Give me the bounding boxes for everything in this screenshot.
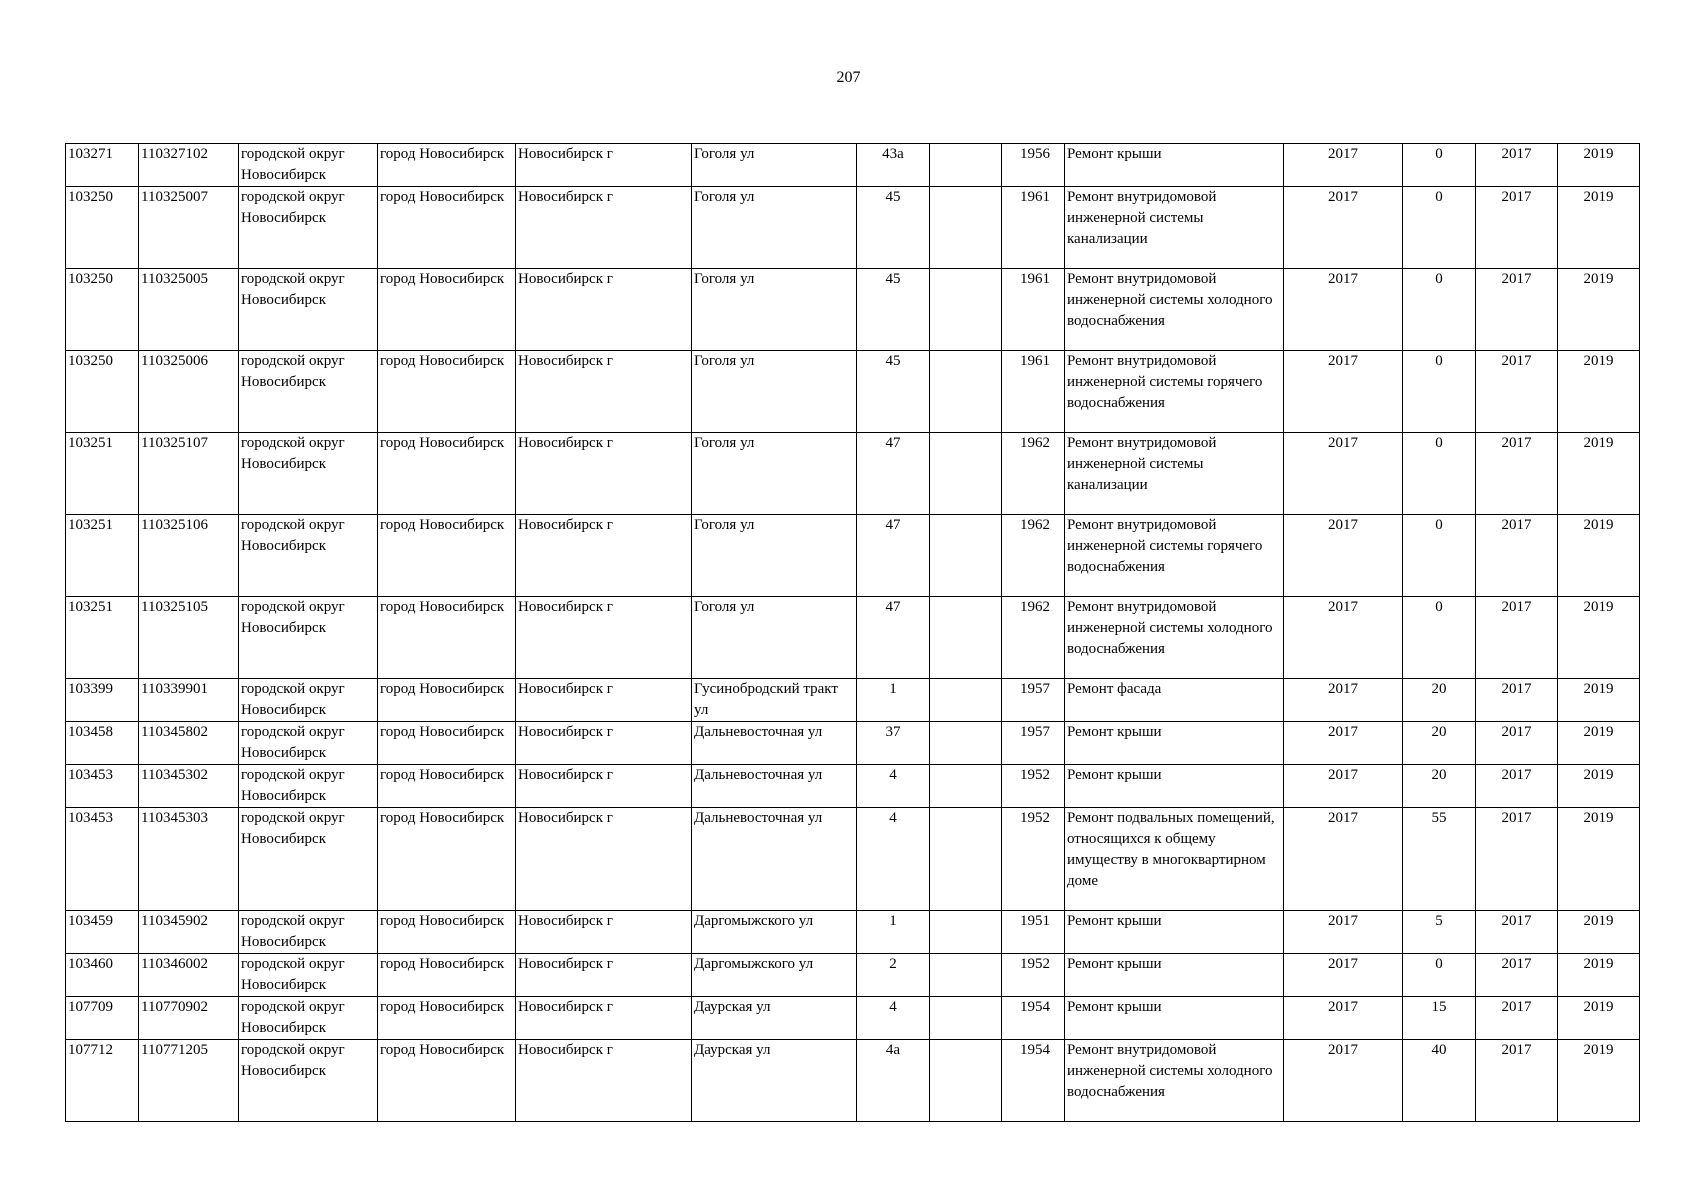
cell-building bbox=[930, 765, 1002, 808]
cell-street: Даурская ул bbox=[692, 997, 857, 1040]
cell-start-year: 2017 bbox=[1476, 515, 1558, 597]
cell-start-year: 2017 bbox=[1476, 954, 1558, 997]
cell-work-type: Ремонт внутридомовой инженерной системы холодного водоснабжения bbox=[1065, 269, 1284, 351]
cell-year-built: 1962 bbox=[1002, 433, 1065, 515]
cell-wear-percent: 55 bbox=[1403, 808, 1476, 911]
cell-building bbox=[930, 597, 1002, 679]
cell-object-id: 107709 bbox=[66, 997, 139, 1040]
cell-wear-percent: 15 bbox=[1403, 997, 1476, 1040]
cell-work-id: 110345802 bbox=[139, 722, 239, 765]
cell-street: Гоголя ул bbox=[692, 187, 857, 269]
cell-start-year: 2017 bbox=[1476, 433, 1558, 515]
cell-municipal-district: городской округ Новосибирск bbox=[239, 808, 378, 911]
cell-municipal-district: городской округ Новосибирск bbox=[239, 954, 378, 997]
cell-locality: Новосибирск г bbox=[516, 269, 692, 351]
cell-plan-year: 2017 bbox=[1284, 433, 1403, 515]
cell-settlement: город Новосибирск bbox=[378, 765, 516, 808]
cell-locality: Новосибирск г bbox=[516, 954, 692, 997]
cell-wear-percent: 20 bbox=[1403, 765, 1476, 808]
cell-settlement: город Новосибирск bbox=[378, 679, 516, 722]
table-row bbox=[66, 597, 1640, 679]
cell-house-number: 4 bbox=[857, 997, 930, 1040]
cell-locality: Новосибирск г bbox=[516, 679, 692, 722]
cell-wear-percent: 40 bbox=[1403, 1040, 1476, 1122]
cell-end-year: 2019 bbox=[1558, 187, 1640, 269]
cell-plan-year: 2017 bbox=[1284, 351, 1403, 433]
cell-building bbox=[930, 433, 1002, 515]
cell-house-number: 45 bbox=[857, 269, 930, 351]
table-row bbox=[66, 722, 1640, 765]
cell-start-year: 2017 bbox=[1476, 911, 1558, 954]
cell-wear-percent: 20 bbox=[1403, 722, 1476, 765]
cell-work-type: Ремонт внутридомовой инженерной системы горячего водоснабжения bbox=[1065, 351, 1284, 433]
cell-building bbox=[930, 954, 1002, 997]
cell-end-year: 2019 bbox=[1558, 351, 1640, 433]
table-body bbox=[66, 144, 1640, 1122]
cell-building bbox=[930, 1040, 1002, 1122]
cell-object-id: 103399 bbox=[66, 679, 139, 722]
cell-plan-year: 2017 bbox=[1284, 1040, 1403, 1122]
cell-end-year: 2019 bbox=[1558, 997, 1640, 1040]
cell-municipal-district: городской округ Новосибирск bbox=[239, 722, 378, 765]
cell-wear-percent: 0 bbox=[1403, 144, 1476, 187]
cell-settlement: город Новосибирск bbox=[378, 515, 516, 597]
cell-year-built: 1952 bbox=[1002, 954, 1065, 997]
cell-year-built: 1961 bbox=[1002, 187, 1065, 269]
cell-building bbox=[930, 144, 1002, 187]
cell-plan-year: 2017 bbox=[1284, 808, 1403, 911]
cell-building bbox=[930, 351, 1002, 433]
cell-municipal-district: городской округ Новосибирск bbox=[239, 597, 378, 679]
cell-wear-percent: 20 bbox=[1403, 679, 1476, 722]
cell-locality: Новосибирск г bbox=[516, 722, 692, 765]
cell-municipal-district: городской округ Новосибирск bbox=[239, 433, 378, 515]
cell-house-number: 47 bbox=[857, 597, 930, 679]
cell-end-year: 2019 bbox=[1558, 433, 1640, 515]
cell-start-year: 2017 bbox=[1476, 269, 1558, 351]
cell-locality: Новосибирск г bbox=[516, 911, 692, 954]
cell-house-number: 43а bbox=[857, 144, 930, 187]
cell-start-year: 2017 bbox=[1476, 187, 1558, 269]
cell-object-id: 103251 bbox=[66, 597, 139, 679]
cell-municipal-district: городской округ Новосибирск bbox=[239, 351, 378, 433]
cell-end-year: 2019 bbox=[1558, 144, 1640, 187]
cell-wear-percent: 0 bbox=[1403, 269, 1476, 351]
cell-municipal-district: городской округ Новосибирск bbox=[239, 515, 378, 597]
cell-wear-percent: 0 bbox=[1403, 597, 1476, 679]
cell-start-year: 2017 bbox=[1476, 997, 1558, 1040]
table-row bbox=[66, 515, 1640, 597]
cell-year-built: 1954 bbox=[1002, 1040, 1065, 1122]
cell-wear-percent: 0 bbox=[1403, 187, 1476, 269]
cell-municipal-district: городской округ Новосибирск bbox=[239, 144, 378, 187]
cell-plan-year: 2017 bbox=[1284, 722, 1403, 765]
cell-street: Даурская ул bbox=[692, 1040, 857, 1122]
table-row bbox=[66, 954, 1640, 997]
cell-wear-percent: 0 bbox=[1403, 954, 1476, 997]
cell-locality: Новосибирск г bbox=[516, 433, 692, 515]
table-row bbox=[66, 187, 1640, 269]
cell-locality: Новосибирск г bbox=[516, 765, 692, 808]
cell-work-id: 110345302 bbox=[139, 765, 239, 808]
cell-house-number: 37 bbox=[857, 722, 930, 765]
cell-year-built: 1957 bbox=[1002, 679, 1065, 722]
cell-house-number: 47 bbox=[857, 515, 930, 597]
cell-work-type: Ремонт крыши bbox=[1065, 765, 1284, 808]
cell-plan-year: 2017 bbox=[1284, 911, 1403, 954]
cell-street: Гоголя ул bbox=[692, 269, 857, 351]
cell-work-type: Ремонт внутридомовой инженерной системы канализации bbox=[1065, 433, 1284, 515]
cell-wear-percent: 5 bbox=[1403, 911, 1476, 954]
cell-object-id: 103271 bbox=[66, 144, 139, 187]
cell-work-type: Ремонт внутридомовой инженерной системы горячего водоснабжения bbox=[1065, 515, 1284, 597]
cell-end-year: 2019 bbox=[1558, 515, 1640, 597]
cell-locality: Новосибирск г bbox=[516, 144, 692, 187]
cell-locality: Новосибирск г bbox=[516, 1040, 692, 1122]
cell-work-type: Ремонт внутридомовой инженерной системы холодного водоснабжения bbox=[1065, 1040, 1284, 1122]
cell-end-year: 2019 bbox=[1558, 722, 1640, 765]
cell-building bbox=[930, 269, 1002, 351]
cell-municipal-district: городской округ Новосибирск bbox=[239, 187, 378, 269]
cell-building bbox=[930, 997, 1002, 1040]
cell-locality: Новосибирск г bbox=[516, 997, 692, 1040]
cell-work-id: 110345303 bbox=[139, 808, 239, 911]
cell-plan-year: 2017 bbox=[1284, 765, 1403, 808]
table-row bbox=[66, 997, 1640, 1040]
cell-year-built: 1961 bbox=[1002, 351, 1065, 433]
cell-work-id: 110325106 bbox=[139, 515, 239, 597]
cell-start-year: 2017 bbox=[1476, 144, 1558, 187]
cell-work-id: 110325006 bbox=[139, 351, 239, 433]
cell-object-id: 107712 bbox=[66, 1040, 139, 1122]
cell-end-year: 2019 bbox=[1558, 269, 1640, 351]
cell-street: Дальневосточная ул bbox=[692, 765, 857, 808]
cell-building bbox=[930, 187, 1002, 269]
cell-building bbox=[930, 722, 1002, 765]
cell-year-built: 1961 bbox=[1002, 269, 1065, 351]
cell-work-type: Ремонт крыши bbox=[1065, 997, 1284, 1040]
cell-street: Даргомыжского ул bbox=[692, 911, 857, 954]
cell-work-id: 110325005 bbox=[139, 269, 239, 351]
table-row bbox=[66, 269, 1640, 351]
cell-house-number: 2 bbox=[857, 954, 930, 997]
table-row bbox=[66, 765, 1640, 808]
cell-house-number: 4а bbox=[857, 1040, 930, 1122]
cell-end-year: 2019 bbox=[1558, 597, 1640, 679]
cell-building bbox=[930, 911, 1002, 954]
table-row bbox=[66, 808, 1640, 911]
cell-year-built: 1951 bbox=[1002, 911, 1065, 954]
cell-work-type: Ремонт внутридомовой инженерной системы канализации bbox=[1065, 187, 1284, 269]
cell-street: Дальневосточная ул bbox=[692, 722, 857, 765]
page-number: 207 bbox=[836, 69, 861, 86]
cell-municipal-district: городской округ Новосибирск bbox=[239, 1040, 378, 1122]
cell-work-id: 110770902 bbox=[139, 997, 239, 1040]
cell-street: Дальневосточная ул bbox=[692, 808, 857, 911]
cell-end-year: 2019 bbox=[1558, 954, 1640, 997]
cell-locality: Новосибирск г bbox=[516, 597, 692, 679]
cell-house-number: 4 bbox=[857, 765, 930, 808]
cell-year-built: 1962 bbox=[1002, 597, 1065, 679]
cell-work-id: 110345902 bbox=[139, 911, 239, 954]
cell-municipal-district: городской округ Новосибирск bbox=[239, 911, 378, 954]
cell-end-year: 2019 bbox=[1558, 1040, 1640, 1122]
cell-plan-year: 2017 bbox=[1284, 997, 1403, 1040]
cell-municipal-district: городской округ Новосибирск bbox=[239, 679, 378, 722]
cell-work-id: 110327102 bbox=[139, 144, 239, 187]
cell-building bbox=[930, 808, 1002, 911]
cell-start-year: 2017 bbox=[1476, 1040, 1558, 1122]
cell-house-number: 45 bbox=[857, 187, 930, 269]
cell-settlement: город Новосибирск bbox=[378, 954, 516, 997]
cell-year-built: 1952 bbox=[1002, 808, 1065, 911]
cell-street: Гоголя ул bbox=[692, 515, 857, 597]
cell-street: Гоголя ул bbox=[692, 351, 857, 433]
cell-year-built: 1952 bbox=[1002, 765, 1065, 808]
cell-object-id: 103251 bbox=[66, 433, 139, 515]
cell-wear-percent: 0 bbox=[1403, 433, 1476, 515]
cell-street: Гоголя ул bbox=[692, 597, 857, 679]
cell-work-type: Ремонт фасада bbox=[1065, 679, 1284, 722]
cell-object-id: 103453 bbox=[66, 765, 139, 808]
table-row bbox=[66, 1040, 1640, 1122]
cell-settlement: город Новосибирск bbox=[378, 597, 516, 679]
cell-end-year: 2019 bbox=[1558, 765, 1640, 808]
cell-settlement: город Новосибирск bbox=[378, 722, 516, 765]
cell-start-year: 2017 bbox=[1476, 808, 1558, 911]
cell-settlement: город Новосибирск bbox=[378, 269, 516, 351]
table-row bbox=[66, 351, 1640, 433]
cell-house-number: 45 bbox=[857, 351, 930, 433]
cell-object-id: 103250 bbox=[66, 269, 139, 351]
cell-end-year: 2019 bbox=[1558, 911, 1640, 954]
cell-object-id: 103251 bbox=[66, 515, 139, 597]
cell-settlement: город Новосибирск bbox=[378, 997, 516, 1040]
cell-street: Гоголя ул bbox=[692, 144, 857, 187]
cell-settlement: город Новосибирск bbox=[378, 351, 516, 433]
cell-object-id: 103250 bbox=[66, 187, 139, 269]
cell-house-number: 1 bbox=[857, 679, 930, 722]
cell-plan-year: 2017 bbox=[1284, 187, 1403, 269]
cell-wear-percent: 0 bbox=[1403, 351, 1476, 433]
cell-house-number: 4 bbox=[857, 808, 930, 911]
cell-settlement: город Новосибирск bbox=[378, 911, 516, 954]
cell-work-id: 110346002 bbox=[139, 954, 239, 997]
cell-start-year: 2017 bbox=[1476, 679, 1558, 722]
cell-year-built: 1956 bbox=[1002, 144, 1065, 187]
table-row bbox=[66, 679, 1640, 722]
cell-year-built: 1957 bbox=[1002, 722, 1065, 765]
cell-locality: Новосибирск г bbox=[516, 515, 692, 597]
cell-work-type: Ремонт крыши bbox=[1065, 722, 1284, 765]
cell-object-id: 103459 bbox=[66, 911, 139, 954]
cell-building bbox=[930, 679, 1002, 722]
cell-work-type: Ремонт подвальных помещений, относящихся к общему имуществу в многоквартирном доме bbox=[1065, 808, 1284, 911]
cell-street: Гоголя ул bbox=[692, 433, 857, 515]
cell-work-id: 110325107 bbox=[139, 433, 239, 515]
cell-work-type: Ремонт внутридомовой инженерной системы холодного водоснабжения bbox=[1065, 597, 1284, 679]
cell-start-year: 2017 bbox=[1476, 722, 1558, 765]
cell-locality: Новосибирск г bbox=[516, 351, 692, 433]
cell-locality: Новосибирск г bbox=[516, 187, 692, 269]
cell-settlement: город Новосибирск bbox=[378, 808, 516, 911]
cell-municipal-district: городской округ Новосибирск bbox=[239, 997, 378, 1040]
table-row bbox=[66, 911, 1640, 954]
cell-start-year: 2017 bbox=[1476, 351, 1558, 433]
cell-year-built: 1962 bbox=[1002, 515, 1065, 597]
cell-settlement: город Новосибирск bbox=[378, 1040, 516, 1122]
cell-wear-percent: 0 bbox=[1403, 515, 1476, 597]
cell-start-year: 2017 bbox=[1476, 597, 1558, 679]
cell-house-number: 47 bbox=[857, 433, 930, 515]
cell-plan-year: 2017 bbox=[1284, 597, 1403, 679]
cell-plan-year: 2017 bbox=[1284, 954, 1403, 997]
cell-plan-year: 2017 bbox=[1284, 515, 1403, 597]
cell-house-number: 1 bbox=[857, 911, 930, 954]
capital-repair-table bbox=[65, 143, 1640, 1122]
table-row bbox=[66, 144, 1640, 187]
cell-municipal-district: городской округ Новосибирск bbox=[239, 765, 378, 808]
cell-year-built: 1954 bbox=[1002, 997, 1065, 1040]
cell-work-id: 110339901 bbox=[139, 679, 239, 722]
cell-work-type: Ремонт крыши bbox=[1065, 144, 1284, 187]
cell-end-year: 2019 bbox=[1558, 808, 1640, 911]
table-row bbox=[66, 433, 1640, 515]
cell-street: Гусинобродский тракт ул bbox=[692, 679, 857, 722]
cell-work-id: 110325007 bbox=[139, 187, 239, 269]
cell-street: Даргомыжского ул bbox=[692, 954, 857, 997]
cell-building bbox=[930, 515, 1002, 597]
cell-plan-year: 2017 bbox=[1284, 679, 1403, 722]
cell-settlement: город Новосибирск bbox=[378, 187, 516, 269]
cell-locality: Новосибирск г bbox=[516, 808, 692, 911]
cell-work-id: 110771205 bbox=[139, 1040, 239, 1122]
cell-municipal-district: городской округ Новосибирск bbox=[239, 269, 378, 351]
cell-work-type: Ремонт крыши bbox=[1065, 911, 1284, 954]
cell-work-id: 110325105 bbox=[139, 597, 239, 679]
cell-object-id: 103460 bbox=[66, 954, 139, 997]
cell-object-id: 103250 bbox=[66, 351, 139, 433]
cell-start-year: 2017 bbox=[1476, 765, 1558, 808]
cell-end-year: 2019 bbox=[1558, 679, 1640, 722]
cell-work-type: Ремонт крыши bbox=[1065, 954, 1284, 997]
cell-settlement: город Новосибирск bbox=[378, 144, 516, 187]
cell-plan-year: 2017 bbox=[1284, 144, 1403, 187]
cell-object-id: 103453 bbox=[66, 808, 139, 911]
cell-object-id: 103458 bbox=[66, 722, 139, 765]
cell-settlement: город Новосибирск bbox=[378, 433, 516, 515]
cell-plan-year: 2017 bbox=[1284, 269, 1403, 351]
